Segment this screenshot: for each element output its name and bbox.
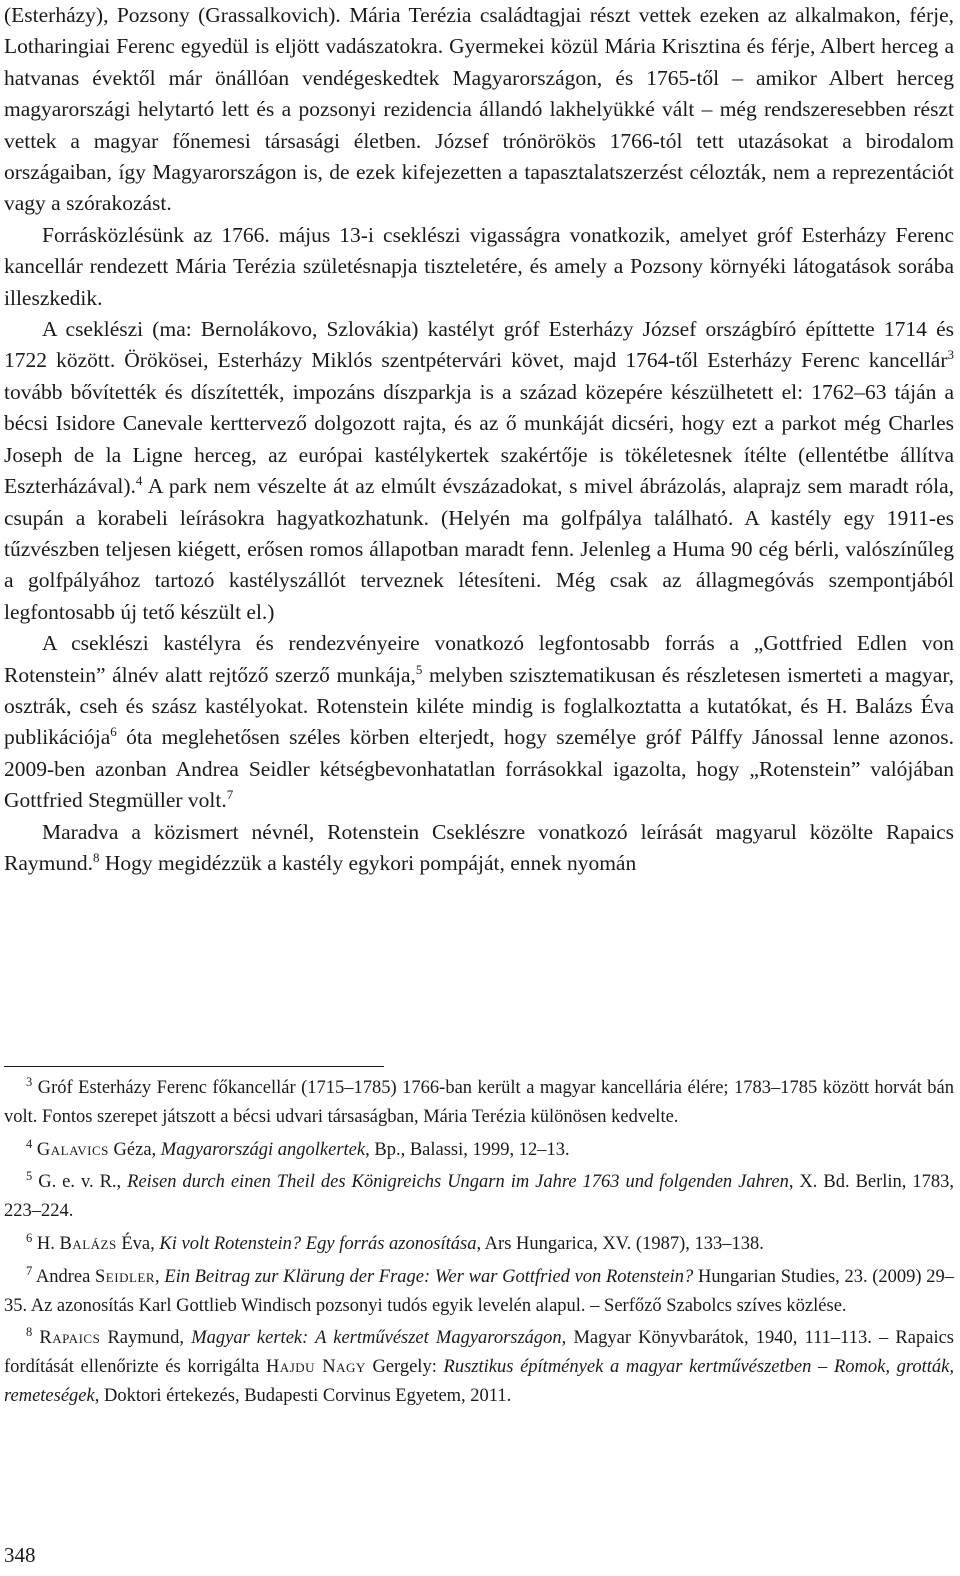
paragraph-1-text: (Esterházy), Pozsony (Grassalkovich). Mária Terézia családtagjai részt vettek ezeken az alkalmakon, férje, Lotharingiai Ferenc egyedül is eljött vadászatokra. Gyermekei közül Mária Krisztina és férje, Albert herceg a hatvanas évektől már önállóan vendégeskedtek Magyarországon, és 1765-től – amikor Albert herceg magyarországi helytartó lett és a pozsonyi rezidencia állandó lakhelyükké vált – még rendszeresebben részt vettek a magyar főnemesi társasági életben. József trónörökös 1766-tól tett utazásokat a birodalom országaiban, így Magyarországon is, de ezek kifejezetten a tapasztalatszerzést célozták, nem a reprezentációt vagy a szórakozást. <box>4 3 954 216</box>
footnote-number: 7 <box>26 1263 33 1278</box>
paragraph-4 <box>4 628 954 816</box>
footnote-title: Magyar kertek: A kertművészet Magyarországon <box>191 1328 562 1349</box>
paragraph-5 <box>4 817 954 880</box>
footnote-text: Raymund, <box>100 1328 192 1349</box>
paragraph-4-text-b: melyben szisztematikusan és részletesen ismerteti a magyar, osztrák, cseh és szász kastélyokat. Rotenstein kiléte mindig is foglalkoztatta a kutatókat, és H. Balázs Éva publikációja <box>4 662 955 750</box>
footnote-ref-8[interactable]: 8 <box>92 849 100 865</box>
footnote-title: Ki volt Rotenstein? Egy forrás azonosítása <box>159 1233 477 1254</box>
paragraph-3-text-c: A park nem vészelte át az elmúlt évszázadokat, s mivel ábrázolás, alaprajz sem maradt róla, csupán a korabeli leírásokra hagyatkozhatunk. (Helyén ma golfpálya található. A kastély egy 1911-es tűzvészben teljesen kiégett, erősen romos állapotban maradt fenn. Jelenleg a Huma 90 cég bérli, valószínűleg a golfpályához tartozó kastélyszállót terveznek létesíteni. Még csak az állagmegóvás szempontjából legfontosabb új tető készült el.) <box>4 474 954 624</box>
footnote-5 <box>4 1168 954 1226</box>
footnote-number: 3 <box>26 1074 33 1089</box>
paragraph-4-text-c: óta meglehetősen széles körben elterjedt, hogy személye gróf Pálffy Jánossal lenne azonos. 2009-ben azonban Andrea Seidler kétségbevonhatatlan forrásokkal igazolta, hogy „Rotenstein” valójában Gottfried Stegmüller volt. <box>4 725 954 813</box>
footnote-text: , X. Bd. Berlin, 1783, 223–224. <box>4 1172 954 1222</box>
footnote-text: H. <box>36 1233 60 1254</box>
footnote-author: Balázs <box>59 1233 117 1254</box>
footnote-number: 5 <box>26 1169 33 1184</box>
paragraph-5-text-a: Maradva a közismert névnél, Rotenstein Cseklészre vonatkozó leírását magyarul közölte Rapaics Raymund. <box>4 819 954 875</box>
paragraph-2-text: Forrásközlésünk az 1766. május 13-i cseklészi vigasságra vonatkozik, amelyet gróf Esterházy Ferenc kancellár rendezett Mária Terézia születésnapja tiszteletére, és amely a Pozsony környéki látogatások sorába illeszkedik. <box>4 222 954 310</box>
footnote-text: , Bp., Balassi, 1999, 12–13. <box>365 1139 570 1160</box>
footnote-number: 6 <box>26 1230 33 1245</box>
footnote-number: 4 <box>26 1136 33 1151</box>
footnote-text: Andrea <box>35 1266 96 1287</box>
footnote-title: Rusztikus építmények a magyar kertművészetben – Romok, grották, remeteségek <box>4 1357 954 1406</box>
footnote-author: Galavics <box>36 1139 109 1160</box>
footnote-number: 8 <box>26 1325 33 1340</box>
page-number: 348 <box>4 1543 36 1567</box>
paragraph-5-text-b: Hogy megidézzük a kastély egykori pompáját, ennek nyomán <box>99 850 637 875</box>
footnote-text: G. e. v. R., <box>38 1172 128 1193</box>
footnote-ref-7[interactable]: 7 <box>226 787 234 802</box>
footnote-6 <box>4 1230 954 1259</box>
main-text <box>4 0 954 879</box>
footnote-ref-4[interactable]: 4 <box>135 472 143 488</box>
footnote-author: Rapaics <box>39 1328 101 1349</box>
footnote-text: Gergely: <box>365 1357 444 1378</box>
footnote-ref-6[interactable]: 6 <box>110 724 117 740</box>
paragraph-3-text-b: tovább bővítették és díszítették, impozáns díszparkja is a század közepére készülhetett el: 1762–63 táján a bécsi Isidore Canevale kerttervező dolgozott rajta, és az ő munkáját dicséri, hogy ezt a parkot még Charles Joseph de la Ligne herceg, az európai kastélykertek szakértője is tökéletesnek ítélte (ellentétbe állítva Eszterházával). <box>4 379 954 499</box>
footnote-text: , Doktori értekezés, Budapesti Corvinus Egyetem, 2011. <box>94 1385 512 1406</box>
footnote-separator <box>4 1066 384 1067</box>
footnote-text: , Magyar Könyvbarátok, 1940, 111–113. – Rapaics fordítását ellenőrizte és korrigálta <box>4 1328 954 1378</box>
footnote-3 <box>4 1074 954 1132</box>
paragraph-4-text-a: A cseklészi kastélyra és rendezvényeire vonatkozó legfontosabb forrás a „Gottfried Edlen von Rotenstein” álnév alatt rejtőző szerző munkája, <box>4 631 954 687</box>
footnote-title: Magyarországi angolkertek <box>160 1139 366 1160</box>
footnote-7 <box>4 1263 954 1321</box>
paragraph-1 <box>4 0 954 220</box>
footnote-text: , Ars Hungarica, XV. (1987), 133–138. <box>476 1233 764 1254</box>
footnote-ref-5[interactable]: 5 <box>415 661 423 677</box>
footnote-text: , <box>155 1266 165 1287</box>
footnote-ref-3[interactable]: 3 <box>947 347 954 363</box>
footnote-4 <box>4 1136 954 1165</box>
footnote-text: Hungarian Studies, 23. (2009) 29–35. Az azonosítás Karl Gottlieb Windisch pozsonyi tudós egyik levelén alapul. – Serfőző Szabolcs szíves közlése. <box>4 1266 955 1316</box>
footnote-8 <box>4 1324 954 1410</box>
footnote-title: Reisen durch einen Theil des Königreichs Ungarn im Jahre 1763 und folgenden Jahren <box>127 1172 789 1193</box>
paragraph-2 <box>4 220 954 314</box>
footnote-text: Géza, <box>108 1139 161 1160</box>
paragraph-3-text-a: A cseklészi (ma: Bernolákovo, Szlovákia) kastélyt gróf Esterházy József országbíró építtette 1714 és 1722 között. Örökösei, Esterházy Miklós szentpétervári követ, majd 1764-től Esterházy Ferenc kancellár <box>4 317 954 373</box>
footnote-text: Gróf Esterházy Ferenc főkancellár (1715–1785) 1766-ban került a magyar kancellária élére; 1783–1785 között horvát bán volt. Fontos szerepet játszott a bécsi udvari társaságban, Mária Terézia különösen kedvelte. <box>4 1078 954 1127</box>
footnote-author: Seidler <box>95 1266 156 1287</box>
footnote-title: Ein Beitrag zur Klärung der Frage: Wer war Gottfried von Rotenstein? <box>164 1266 694 1287</box>
footnote-text: Éva, <box>116 1233 160 1254</box>
footnote-author: Hajdu Nagy <box>265 1357 366 1378</box>
paragraph-3 <box>4 314 954 628</box>
footnotes <box>4 1074 954 1411</box>
